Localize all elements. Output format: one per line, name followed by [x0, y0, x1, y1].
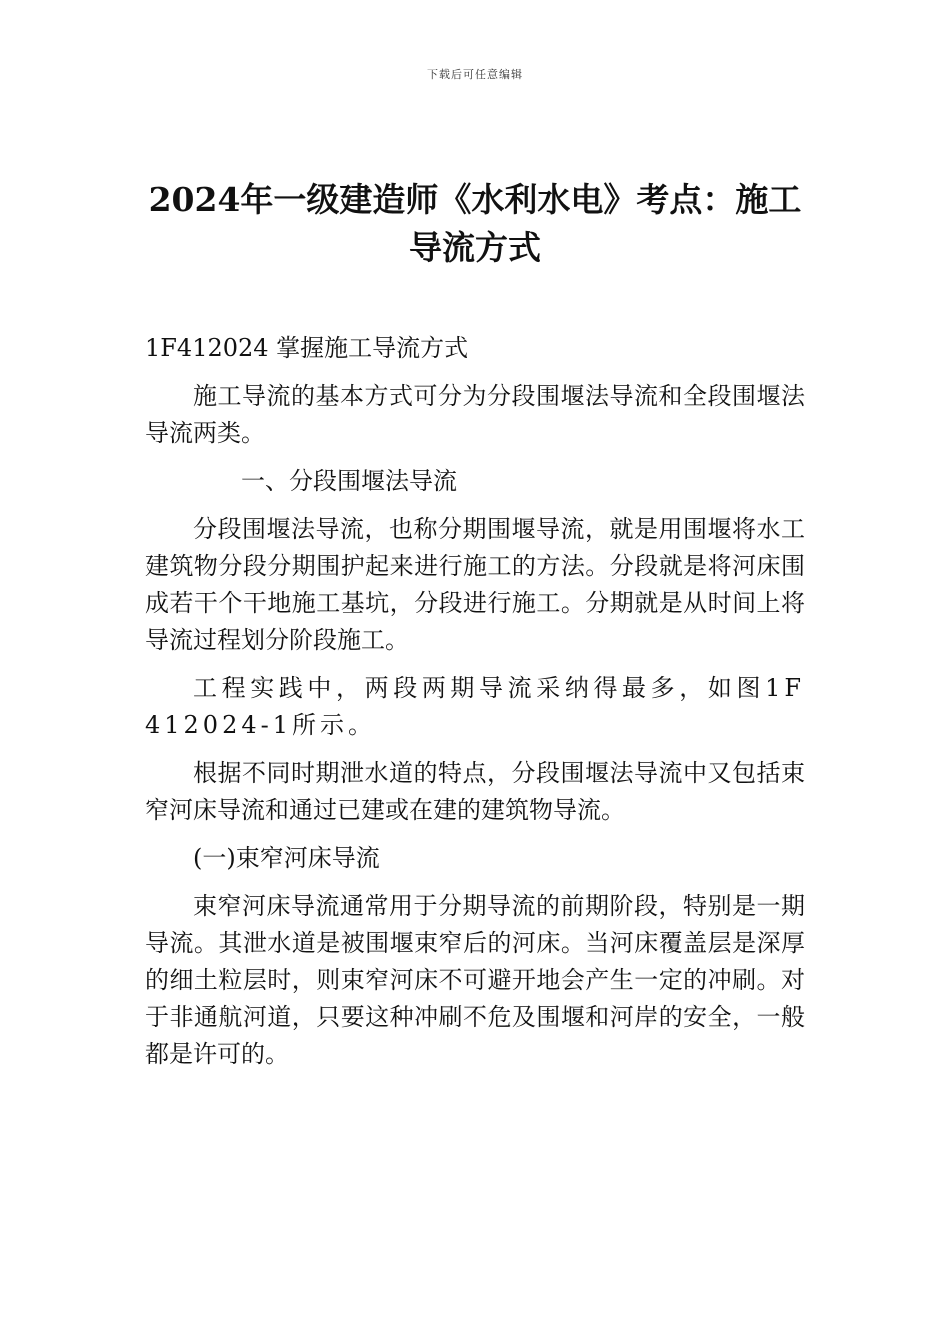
- intro-paragraph: 施工导流的基本方式可分为分段围堰法导流和全段围堰法导流两类。: [145, 382, 805, 447]
- page-header-note: 下载后可任意编辑: [427, 68, 523, 81]
- body-paragraph: 束窄河床导流通常用于分期导流的前期阶段，特别是一期导流。其泄水道是被围堰束窄后的河床。当河床覆盖层是深厚的细土粒层时，则束窄河床不可避开地会产生一定的冲刷。对于非通航河道，只要这种冲刷不危及围堰和河岸的安全，一般都是许可的。: [145, 892, 805, 1068]
- body-paragraph: 工程实践中，两段两期导流采纳得最多，如图1F412024-1所示。: [145, 674, 805, 739]
- document-body: [145, 330, 805, 1084]
- body-paragraph: 根据不同时期泄水道的特点，分段围堰法导流中又包括束窄河床导流和通过已建或在建的建筑物导流。: [145, 759, 805, 824]
- body-paragraph: 分段围堰法导流，也称分期围堰导流，就是用围堰将水工建筑物分段分期围护起来进行施工的方法。分段就是将河床围成若干个干地施工基坑，分段进行施工。分期就是从时间上将导流过程划分阶段施工。: [145, 515, 805, 654]
- section-heading: 一、分段围堰法导流: [241, 467, 457, 495]
- document-title: 2024年一级建造师《水利水电》考点：施工导流方式: [148, 180, 802, 267]
- subsection-heading: (一)束窄河床导流: [193, 844, 380, 872]
- section-code: 1F412024 掌握施工导流方式: [145, 334, 469, 362]
